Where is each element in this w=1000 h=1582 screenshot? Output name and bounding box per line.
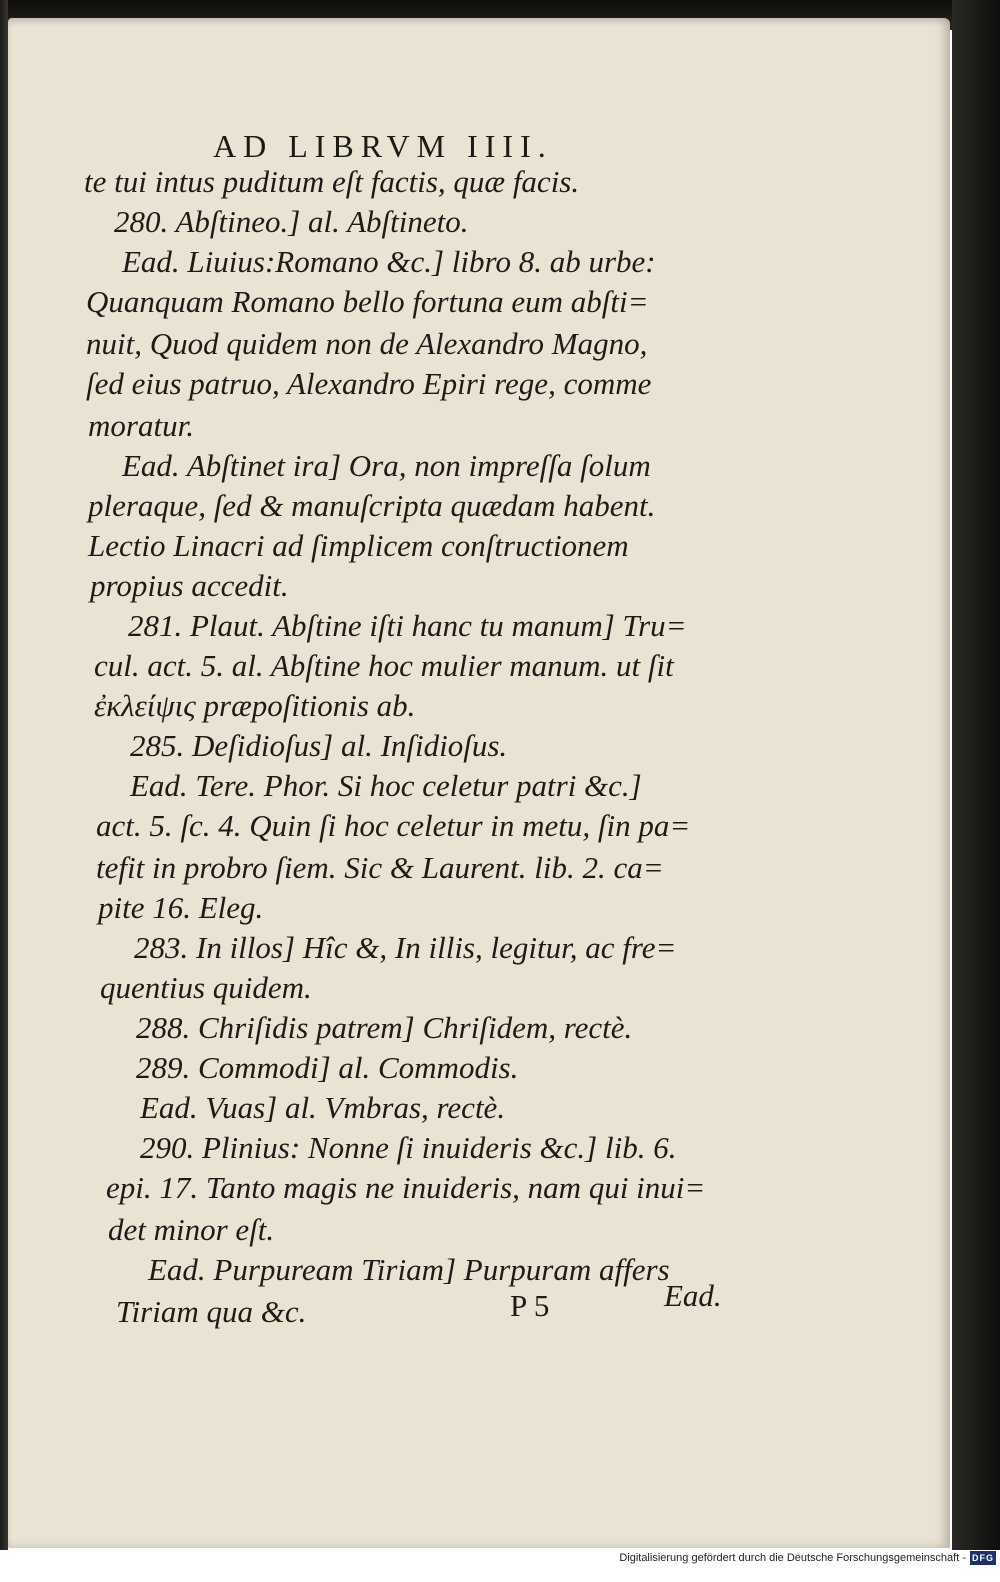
text-line: epi. 17. Tanto magis ne inuideris, nam qui inui= [106,1170,706,1205]
text-line: Ead. Liuius:Romano &c.] libro 8. ab urbe: [122,244,656,279]
text-line: act. 5. ſc. 4. Quin ſi hoc celetur in metu, ſin pa= [96,808,691,843]
text-line: Tiriam qua &c. [116,1294,307,1329]
catchword: Ead. [664,1278,722,1313]
text-line: 289. Commodi] al. Commodis. [136,1050,519,1085]
text-line: Ead. Abſtinet ira] Ora, non impreſſa ſolum [122,448,651,483]
text-line: 288. Chriſidis patrem] Chriſidem, rectè. [136,1010,633,1045]
text-line: Ead. Vuas] al. Vmbras, rectè. [140,1090,506,1125]
text-line: Ead. Purpuream Tiriam] Purpuram affers [148,1252,670,1287]
signature-mark: P 5 [510,1288,550,1323]
text-line: ſed eius patruo, Alexandro Epiri rege, comme [86,366,652,401]
text-line: tefit in probro ſiem. Sic & Laurent. lib. 2. ca= [96,850,664,885]
text-line: moratur. [88,408,194,443]
book-page [8,18,950,1548]
text-line: cul. act. 5. al. Abſtine hoc mulier manum. ut ſit [94,648,674,683]
scan-left-border [0,0,8,1550]
text-line: te tui intus puditum eſt factis, quæ facis. [84,164,580,199]
text-line: 280. Abſtineo.] al. Abſtineto. [114,204,469,239]
text-line: 283. In illos] Hîc &, In illis, legitur, ac fre= [134,930,677,965]
text-line: pleraque, ſed & manuſcripta quædam habent. [88,488,656,523]
text-line: 281. Plaut. Abſtine iſti hanc tu manum] Tru= [128,608,687,643]
text-line: pite 16. Eleg. [98,890,264,925]
text-line: nuit, Quod quidem non de Alexandro Magno, [86,326,648,361]
text-line: Quanquam Romano bello fortuna eum abſti= [86,284,649,319]
page-body [8,18,950,1548]
text-line: quentius quidem. [100,970,312,1005]
text-line: 285. Deſidioſus] al. Inſidioſus. [130,728,508,763]
scan-right-border [952,0,1000,1550]
text-line: det minor eſt. [108,1212,275,1247]
dfg-logo: DFG [972,1553,994,1563]
text-line: 290. Plinius: Nonne ſi inuideris &c.] lib. 6. [140,1130,677,1165]
digitization-credit: Digitalisierung gefördert durch die Deutsche Forschungsgemeinschaft - [619,1552,966,1564]
running-head: AD LIBRVM IIII. [213,128,553,164]
text-line: ἐκλείψις præpoſitionis ab. [94,688,416,723]
text-line: Ead. Tere. Phor. Si hoc celetur patri &c.] [130,768,642,803]
text-line: Lectio Linacri ad ſimplicem conſtructionem [88,528,629,563]
text-line: propius accedit. [90,568,289,603]
